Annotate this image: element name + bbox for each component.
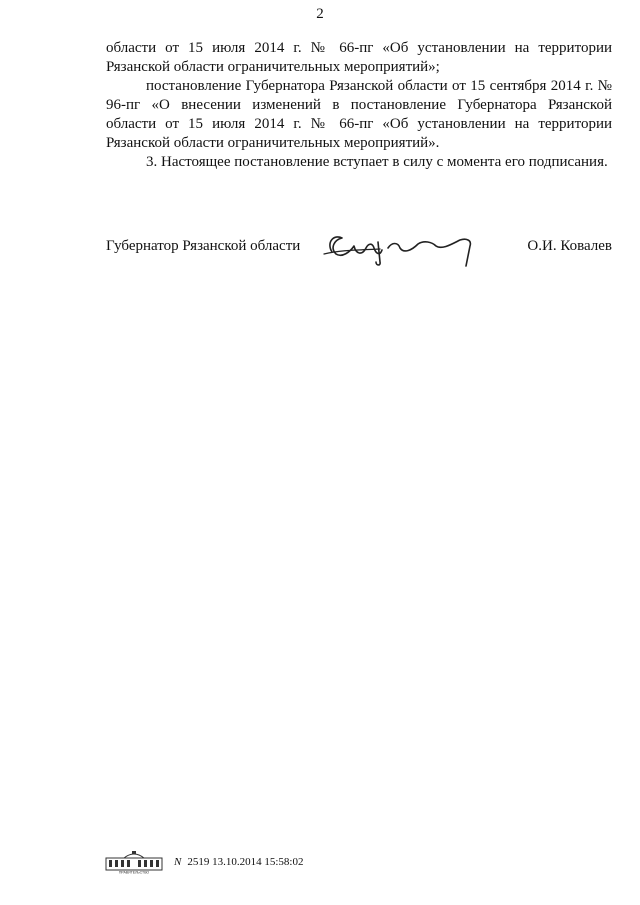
paragraph-resolution-96pg: постановление Губернатора Рязанской области от 15 сентября 2014 г. № 96-пг «О внесении изменений в постановление Губернатора Рязанской области от 15 июля 2014 г. № 66-пг «Об установлении на территории Рязанской области ограничительных мероприятий». (106, 78, 612, 151)
document-body (106, 39, 612, 172)
stamp-mark: N (174, 856, 182, 868)
signatory-title: Губернатор Рязанской области (106, 238, 301, 254)
stamp-text: 2519 13.10.2014 15:58:02 (187, 856, 304, 868)
page-number: 2 (316, 6, 324, 22)
paragraph-effective-date: 3. Настоящее постановление вступает в силу с момента его подписания. (146, 154, 608, 170)
footer-registration (104, 850, 404, 876)
handwritten-signature-icon (320, 228, 490, 268)
paragraph-continuation: области от 15 июля 2014 г. № 66-пг «Об установлении на территории Рязанской области ограничительных мероприятий»; (106, 40, 612, 75)
logo-caption: ПРАВИТЕЛЬСТВО (118, 870, 150, 874)
government-building-icon (104, 850, 164, 874)
registration-stamp (174, 856, 303, 868)
signature-block (106, 228, 612, 268)
signatory-name: О.И. Ковалев (527, 238, 612, 254)
